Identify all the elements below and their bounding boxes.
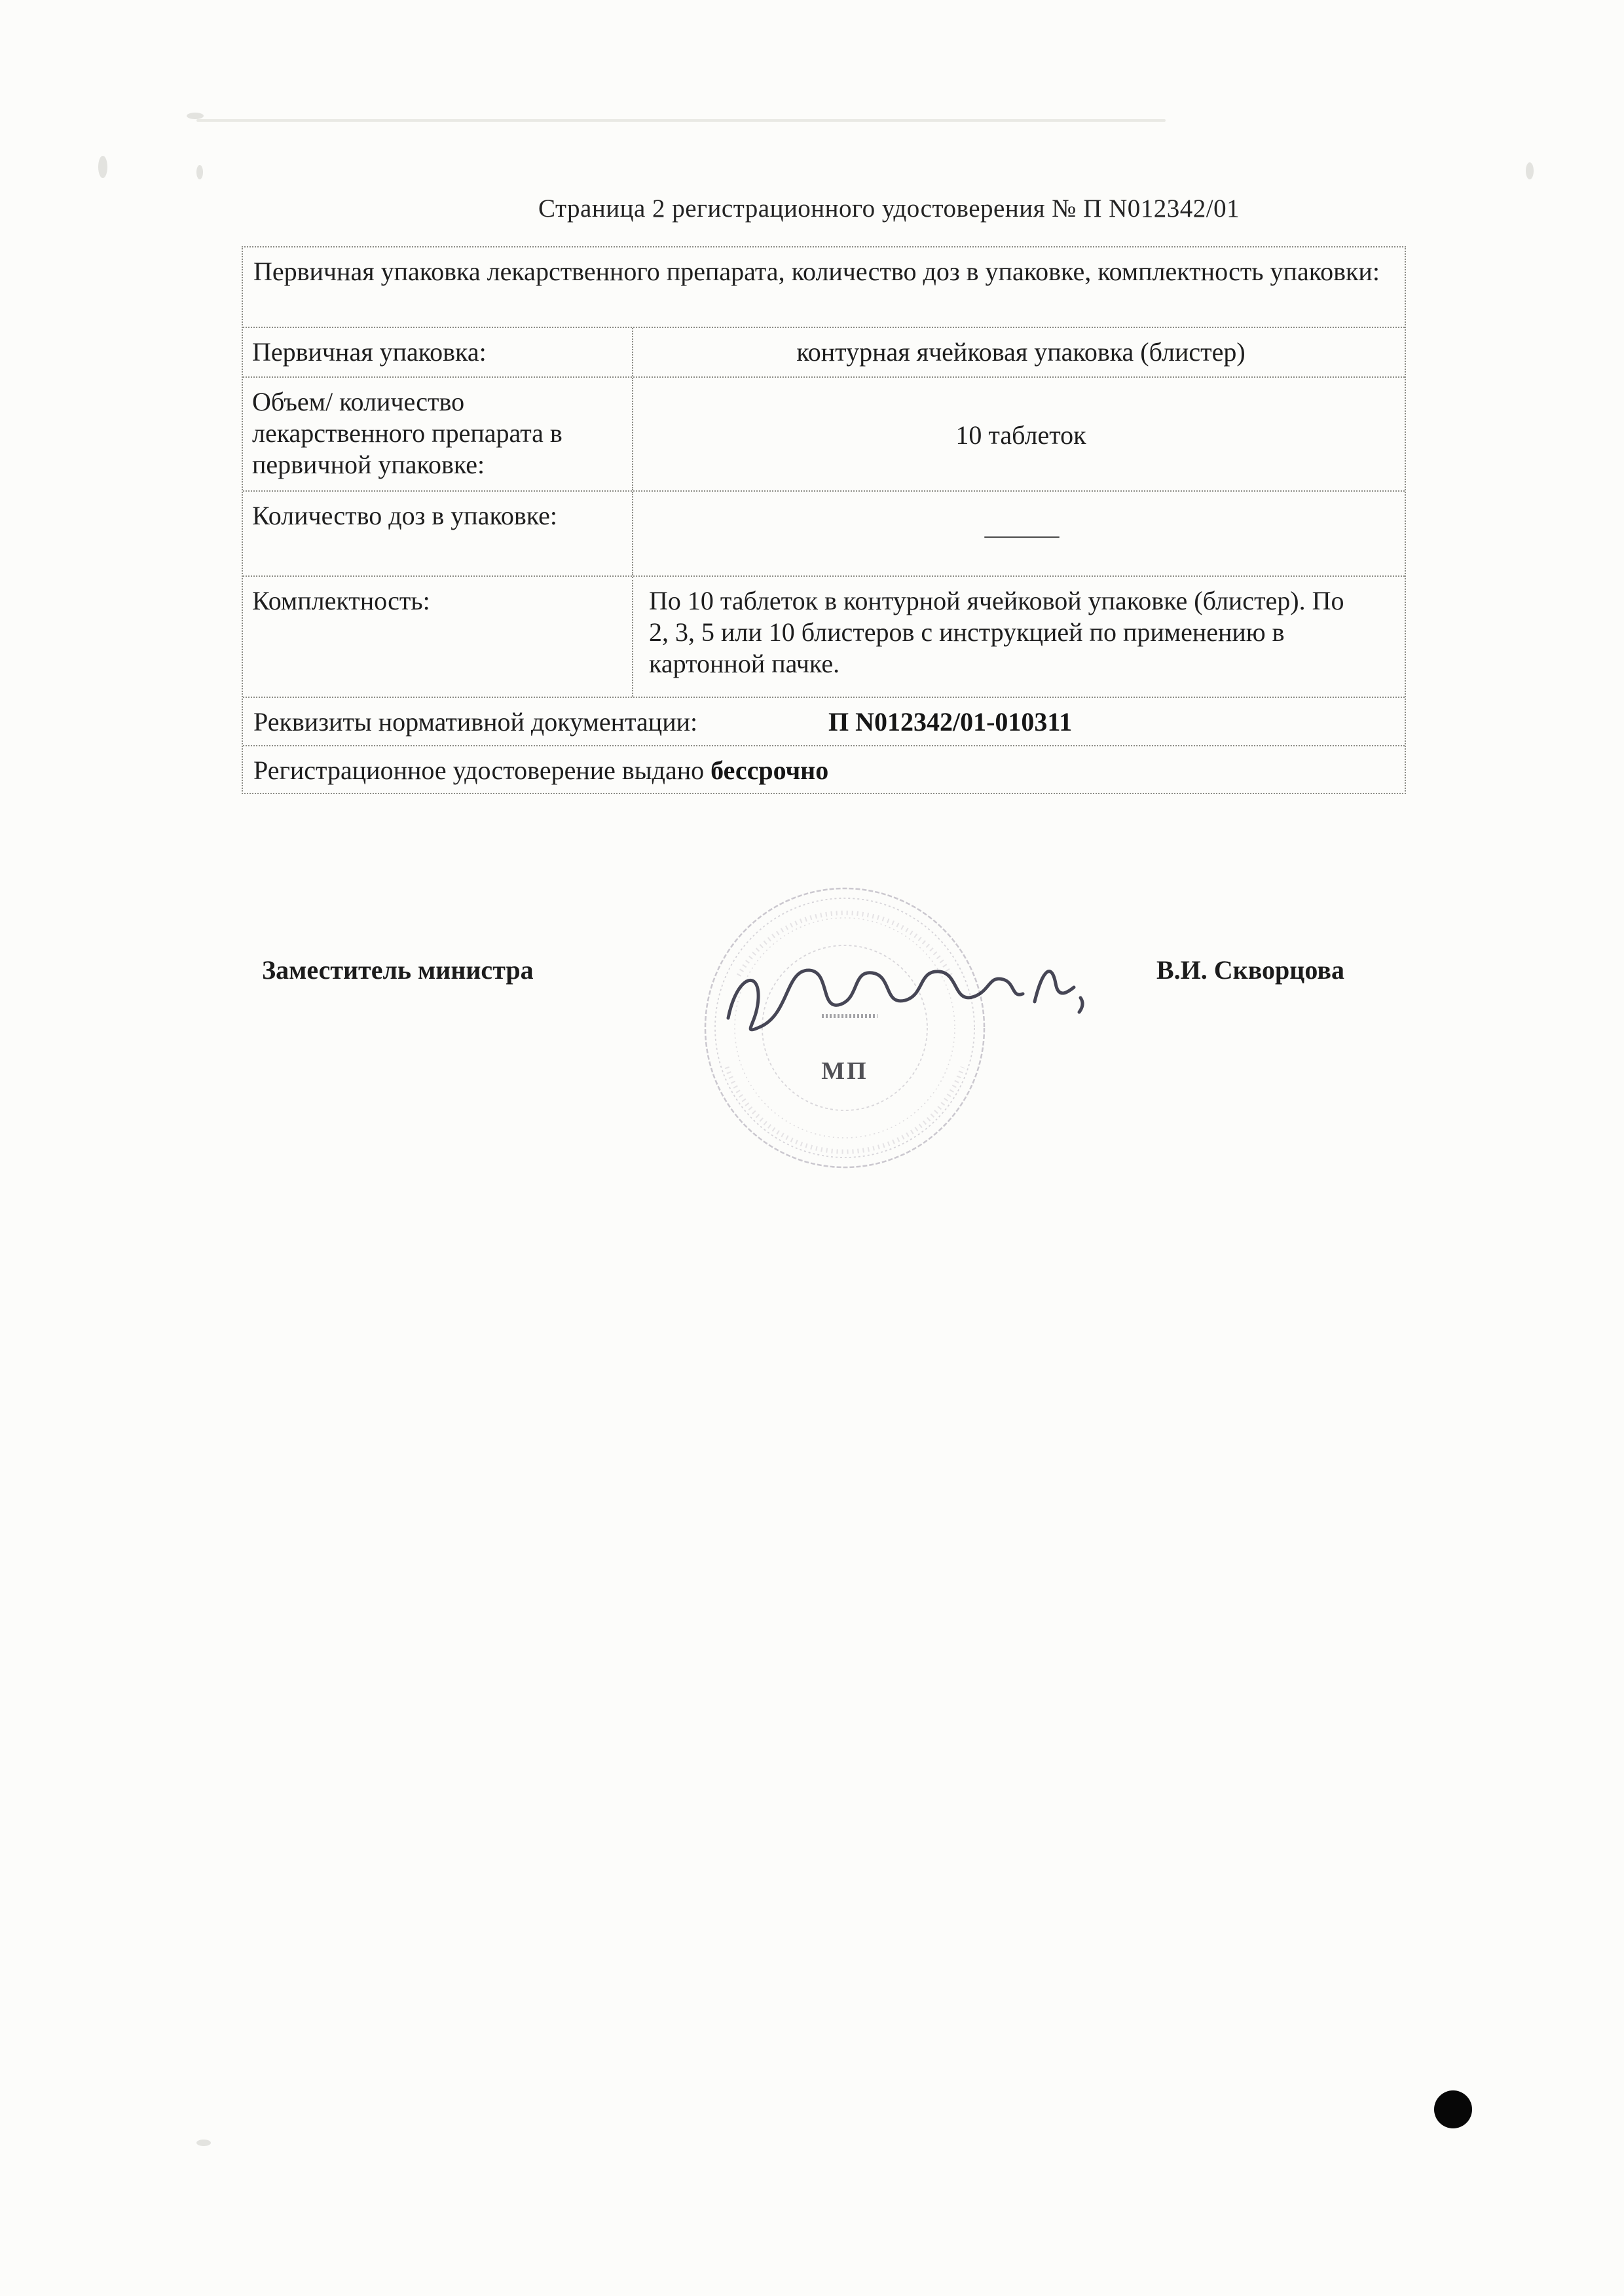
scan-artifact-smudge — [98, 156, 107, 178]
signer-position-title: Заместитель министра — [262, 955, 534, 985]
table-row — [243, 575, 1405, 697]
row-value-cell — [633, 577, 1405, 697]
stamp-inner-ring — [762, 945, 927, 1110]
stamp-initials: МП — [821, 1057, 868, 1085]
stamp-ring — [735, 918, 955, 1138]
registration-table — [242, 246, 1406, 794]
page-marker-dot — [1434, 2090, 1472, 2128]
row-value-cell — [633, 492, 1405, 575]
row-label: Первичная упаковка: — [243, 328, 633, 376]
signer-name: В.И. Скворцова — [1156, 955, 1344, 985]
scan-artifact-smudge — [187, 113, 204, 119]
row-value: контурная ячейковая упаковка (блистер) — [796, 337, 1246, 367]
intro-text: Первичная упаковка лекарственного препарата, количество доз в упаковке, комплектность упаковки: — [253, 257, 1380, 286]
row-label: Комплектность: — [243, 577, 633, 697]
row-value-cell — [633, 378, 1405, 490]
stamp-microtext-arc — [739, 913, 951, 975]
scan-artifact-streak — [196, 119, 1166, 122]
row-value-cell — [633, 328, 1405, 376]
row-label: Объем/ количество лекарственного препарата в первичной упаковке: — [243, 378, 633, 490]
row-label: Количество доз в упаковке: — [243, 492, 633, 575]
signature-comma-mark — [1079, 998, 1082, 1012]
requisites-value: П N012342/01-010311 — [828, 707, 1073, 737]
row-value: 10 таблеток — [955, 420, 1086, 450]
requisites-row — [243, 697, 1405, 745]
row-value: По 10 таблеток в контурной ячейковой упаковке (блистер). По 2, 3, 5 или 10 блистеров с инструкцией по применению в картонной пачке. — [649, 586, 1344, 678]
signature-flourish — [1035, 972, 1074, 1002]
table-row — [243, 490, 1405, 575]
table-intro-row — [243, 247, 1405, 327]
table-row — [243, 376, 1405, 490]
table-row — [243, 327, 1405, 376]
signature-stroke — [728, 970, 1023, 1030]
requisites-label: Реквизиты нормативной документации: — [253, 707, 698, 737]
validity-row — [243, 745, 1405, 793]
scan-artifact-smudge — [196, 165, 203, 179]
scan-artifact-smudge — [1526, 162, 1534, 179]
page-header: Страница 2 регистрационного удостоверения № П N012342/01 — [538, 194, 1240, 223]
ministry-stamp — [681, 871, 1113, 1198]
validity-prefix: Регистрационное удостоверение выдано — [253, 756, 711, 785]
scan-artifact-smudge — [196, 2140, 211, 2146]
validity-value: бессрочно — [710, 756, 829, 785]
stamp-outer-ring — [705, 888, 984, 1167]
row-value-dash: ——— — [984, 519, 1058, 549]
